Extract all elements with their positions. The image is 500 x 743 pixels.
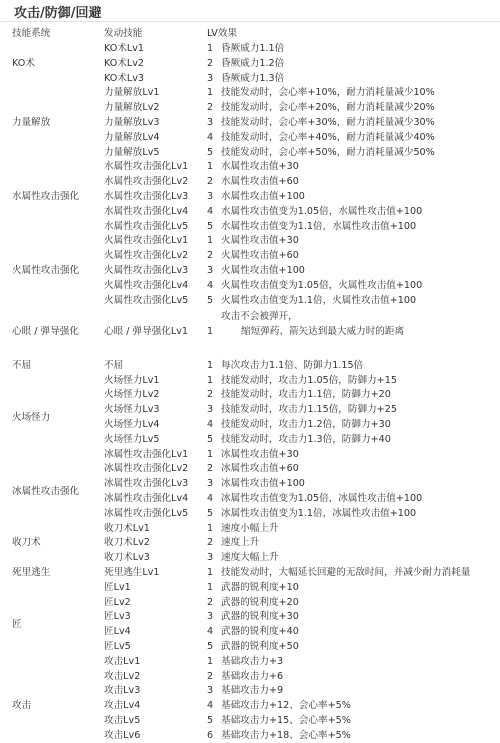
table-row — [0, 654, 500, 669]
skill-level: 3 — [207, 117, 214, 128]
group-label: KO术 — [12, 57, 35, 69]
skill-effect: 技能发动时，会心率+40%，耐力消耗量减少40% — [221, 131, 435, 143]
group-label: 力量解放 — [12, 117, 51, 128]
skill-name: 火属性攻击强化Lv2 — [104, 250, 189, 262]
skill-level: 4 — [207, 205, 214, 217]
skill-name: 冰属性攻击强化Lv2 — [104, 463, 189, 475]
table-row — [0, 309, 500, 324]
table-row — [0, 293, 500, 308]
table-row — [0, 343, 500, 358]
skill-effect: 水属性攻击值变为1.1倍，水属性攻击值+100 — [221, 220, 417, 232]
skill-effect: 基础攻击力+15、会心率+5% — [221, 715, 351, 726]
header-system: 技能系统 — [12, 28, 51, 39]
skill-effect: 昏厥威力1.1倍 — [221, 43, 285, 54]
skill-effect: 技能发动时，攻击力1.05倍，防御力+15 — [221, 374, 397, 386]
skill-level: 4 — [207, 131, 214, 143]
skill-level: 2 — [207, 463, 214, 475]
skill-name: 收刀术Lv3 — [104, 552, 150, 564]
table-row — [0, 461, 500, 476]
skill-level: 3 — [207, 265, 214, 276]
table-row — [0, 85, 500, 100]
skill-name: 收刀术Lv2 — [104, 537, 150, 549]
table-row — [0, 713, 500, 728]
skill-name: 冰属性攻击强化Lv4 — [104, 493, 189, 504]
group-label: 火属性攻击强化 — [12, 265, 80, 276]
skill-level: 5 — [207, 433, 214, 445]
title-divider — [0, 21, 500, 22]
skill-effect: 火属性攻击值+60 — [221, 250, 299, 262]
group-label: 火场怪力 — [12, 411, 51, 423]
skill-level: 2 — [207, 176, 214, 188]
skill-effect: 火属性攻击值变为1.05倍，火属性攻击值+100 — [221, 279, 423, 291]
table-row — [0, 728, 500, 743]
skill-effect: 技能发动时，大幅延长回避的无敌时间，并减少耐力消耗量 — [221, 567, 471, 578]
skill-name: 攻击Lv3 — [104, 685, 141, 697]
skill-name: 火属性攻击强化Lv1 — [104, 235, 189, 247]
skill-effect: 技能发动时，会心率+50%，耐力消耗量减少50% — [221, 146, 435, 158]
skill-level: 1 — [207, 522, 214, 534]
skill-effect: 武器的锐利度+30 — [221, 611, 299, 623]
table-row — [0, 521, 500, 536]
skill-level: 5 — [207, 220, 214, 232]
skill-name: 攻击Lv4 — [104, 700, 141, 712]
table-row — [0, 358, 500, 373]
skill-level: 3 — [207, 404, 214, 416]
skill-effect: 技能发动时，攻击力1.15倍，防御力+25 — [221, 404, 397, 416]
skill-level: 2 — [207, 389, 214, 401]
header-skill: 发动技能 — [104, 28, 143, 39]
skill-effect: 火属性攻击值变为1.1倍，火属性攻击值+100 — [221, 294, 417, 306]
skill-name: 力量解放Lv5 — [104, 146, 160, 158]
skill-name: 力量解放Lv3 — [104, 117, 160, 128]
skill-level: 3 — [207, 611, 214, 623]
skill-level: 1 — [207, 235, 214, 247]
skill-level: 2 — [207, 102, 214, 114]
skill-effect: 每次攻击力1.1倍、防御力1.15倍 — [221, 359, 364, 371]
skill-name: 冰属性攻击强化Lv3 — [104, 478, 189, 490]
skill-level: 1 — [207, 655, 214, 667]
skill-effect: 技能发动时，攻击力1.2倍，防御力+30 — [221, 419, 391, 430]
skill-level: 1 — [207, 43, 214, 54]
skill-effect: 技能发动时，会心率+20%，耐力消耗量减少20% — [221, 102, 435, 114]
table-row — [0, 174, 500, 189]
skill-level: 5 — [207, 641, 214, 652]
skill-effect: 火属性攻击值+100 — [221, 265, 305, 276]
table-row — [0, 278, 500, 293]
table-row — [0, 145, 500, 160]
page-title: 攻击/防御/回避 — [14, 6, 102, 21]
skill-level: 1 — [207, 359, 214, 371]
skill-name: 水属性攻击强化Lv4 — [104, 205, 189, 217]
skill-level: 5 — [207, 507, 214, 519]
skill-effect: 冰属性攻击值+100 — [221, 478, 305, 490]
skill-effect: 攻击不会被弹开， — [221, 311, 298, 323]
table-row — [0, 373, 500, 388]
skill-name: 火场怪力Lv5 — [104, 433, 160, 445]
skill-level: 1 — [207, 374, 214, 386]
skill-effect: 基础攻击力+6 — [221, 670, 284, 682]
skill-name: 冰属性攻击强化Lv1 — [104, 448, 189, 460]
skill-level: 1 — [207, 161, 214, 173]
table-row — [0, 387, 500, 402]
skill-effect: 水属性攻击值+60 — [221, 176, 299, 188]
skill-effect: 基础攻击力+18、会心率+5% — [221, 729, 351, 741]
skill-level: 3 — [207, 685, 214, 697]
skill-name: 死里逃生Lv1 — [104, 567, 160, 578]
skill-name: 水属性攻击强化Lv5 — [104, 220, 189, 232]
skill-effect: 技能发动时，会心率+30%，耐力消耗量减少30% — [221, 117, 435, 128]
skill-effect: 速度上升 — [221, 537, 260, 549]
skill-level: 5 — [207, 146, 214, 158]
skill-effect: 水属性攻击值变为1.05倍，水属性攻击值+100 — [221, 205, 423, 217]
skill-name: 火属性攻击强化Lv3 — [104, 265, 189, 276]
skill-level: 3 — [207, 552, 214, 564]
skill-effect: 冰属性攻击值+60 — [221, 463, 299, 475]
skill-effect: 缩短弹药、箭矢达到最大威力时的距离 — [241, 326, 405, 338]
skill-effect: 水属性攻击值+30 — [221, 161, 299, 173]
skill-name: 火属性攻击强化Lv4 — [104, 279, 189, 291]
skill-name: 匠Lv4 — [104, 626, 131, 638]
skill-effect: 技能发动时，攻击力1.3倍，防御力+40 — [221, 433, 391, 445]
table-row — [0, 432, 500, 447]
table-row — [0, 115, 500, 130]
skill-name: 火属性攻击强化Lv5 — [104, 294, 189, 306]
table-row — [0, 535, 500, 550]
skill-name: 火场怪力Lv1 — [104, 374, 160, 386]
skill-name: 水属性攻击强化Lv3 — [104, 191, 189, 202]
skill-name: 冰属性攻击强化Lv5 — [104, 507, 189, 519]
skill-level: 4 — [207, 493, 214, 504]
skill-effect: 基础攻击力+9 — [221, 685, 284, 697]
skill-level: 5 — [207, 294, 214, 306]
skill-effect: 基础攻击力+3 — [221, 655, 284, 667]
skill-name: 攻击Lv2 — [104, 670, 141, 682]
skill-name: 火场怪力Lv4 — [104, 419, 160, 430]
group-label: 匠 — [12, 618, 22, 630]
skill-name: 力量解放Lv4 — [104, 131, 160, 143]
group-label: 攻击 — [12, 700, 32, 712]
skill-name: 心眼 / 弹导强化Lv1 — [104, 326, 189, 338]
table-row — [0, 639, 500, 654]
table-row — [0, 130, 500, 145]
skill-effect: 武器的锐利度+10 — [221, 581, 299, 593]
header-effect: LV效果 — [207, 28, 238, 39]
skill-name: 力量解放Lv1 — [104, 87, 160, 99]
skill-level: 2 — [207, 250, 214, 262]
skill-name: KO术Lv1 — [104, 43, 145, 54]
skill-effect: 火属性攻击值+30 — [221, 235, 299, 247]
skill-effect: 技能发动时，攻击力1.1倍，防御力+20 — [221, 389, 391, 401]
table-row — [0, 159, 500, 174]
table-row — [0, 417, 500, 432]
table-row — [0, 71, 500, 86]
skill-name: KO术Lv3 — [104, 72, 145, 84]
skill-effect: 速度小幅上升 — [221, 522, 279, 534]
skill-level: 2 — [207, 596, 214, 608]
table-row — [0, 100, 500, 115]
skill-name: 匠Lv1 — [104, 581, 131, 593]
skill-name: 水属性攻击强化Lv1 — [104, 161, 189, 173]
skill-level: 4 — [207, 279, 214, 291]
skill-name: KO术Lv2 — [104, 57, 145, 69]
skill-name: 攻击Lv6 — [104, 729, 141, 741]
table-row — [0, 402, 500, 417]
skill-level: 1 — [207, 567, 214, 578]
skill-effect: 冰属性攻击值+30 — [221, 448, 299, 460]
skill-name: 收刀术Lv1 — [104, 522, 150, 534]
skill-name: 匠Lv3 — [104, 611, 131, 623]
skill-effect: 武器的锐利度+40 — [221, 626, 299, 638]
group-label: 心眼 / 弹导强化 — [12, 326, 79, 338]
group-label: 死里逃生 — [12, 567, 51, 578]
table-row — [0, 248, 500, 263]
skill-effect: 冰属性攻击值变为1.1倍，冰属性攻击值+100 — [221, 507, 417, 519]
skill-level: 1 — [207, 87, 214, 99]
group-label: 收刀术 — [12, 537, 41, 549]
skill-effect: 技能发动时，会心率+10%，耐力消耗量减少10% — [221, 87, 435, 99]
skill-name: 不屈 — [104, 359, 124, 371]
skill-effect: 速度大幅上升 — [221, 552, 279, 564]
skill-effect: 武器的锐利度+20 — [221, 596, 299, 608]
table-row — [0, 669, 500, 684]
skill-level: 6 — [207, 729, 214, 741]
table-row — [0, 506, 500, 521]
skill-name: 匠Lv2 — [104, 596, 131, 608]
skill-name: 水属性攻击强化Lv2 — [104, 176, 189, 188]
skill-level: 4 — [207, 700, 214, 712]
table-header — [0, 26, 500, 41]
group-label: 不屈 — [12, 359, 32, 371]
skill-level: 3 — [207, 72, 214, 84]
table-row — [0, 698, 500, 713]
skill-name: 火场怪力Lv3 — [104, 404, 160, 416]
skill-effect: 武器的锐利度+50 — [221, 641, 299, 652]
skill-name: 火场怪力Lv2 — [104, 389, 160, 401]
table-row — [0, 624, 500, 639]
skill-name: 匠Lv5 — [104, 641, 131, 652]
skill-level: 3 — [207, 191, 214, 202]
group-label: 冰属性攻击强化 — [12, 485, 80, 497]
table-row — [0, 595, 500, 610]
skill-level: 1 — [207, 448, 214, 460]
skill-effect: 水属性攻击值+100 — [221, 191, 305, 202]
skill-level: 4 — [207, 626, 214, 638]
skill-effect: 昏厥威力1.2倍 — [221, 57, 285, 69]
skill-effect: 基础攻击力+12、会心率+5% — [221, 700, 351, 712]
table-row — [0, 219, 500, 234]
skill-level: 1 — [207, 326, 214, 338]
skill-name: 攻击Lv1 — [104, 655, 141, 667]
table-row — [0, 550, 500, 565]
skill-name: 攻击Lv5 — [104, 715, 141, 726]
skill-level: 3 — [207, 478, 214, 490]
skill-level: 2 — [207, 670, 214, 682]
table-row — [0, 41, 500, 56]
table-row — [0, 565, 500, 580]
table-row — [0, 56, 500, 71]
table-row — [0, 580, 500, 595]
skill-effect: 冰属性攻击值变为1.05倍，冰属性攻击值+100 — [221, 493, 423, 504]
table-row — [0, 609, 500, 624]
skill-effect: 昏厥威力1.3倍 — [221, 72, 285, 84]
table-row — [0, 233, 500, 248]
table-row — [0, 447, 500, 462]
skill-level: 4 — [207, 419, 214, 430]
skill-level: 5 — [207, 715, 214, 726]
skill-level: 1 — [207, 581, 214, 593]
table-row — [0, 683, 500, 698]
group-label: 水属性攻击强化 — [12, 191, 80, 202]
skill-level: 2 — [207, 57, 214, 69]
skill-name: 力量解放Lv2 — [104, 102, 160, 114]
skill-level: 2 — [207, 537, 214, 549]
table-row — [0, 204, 500, 219]
